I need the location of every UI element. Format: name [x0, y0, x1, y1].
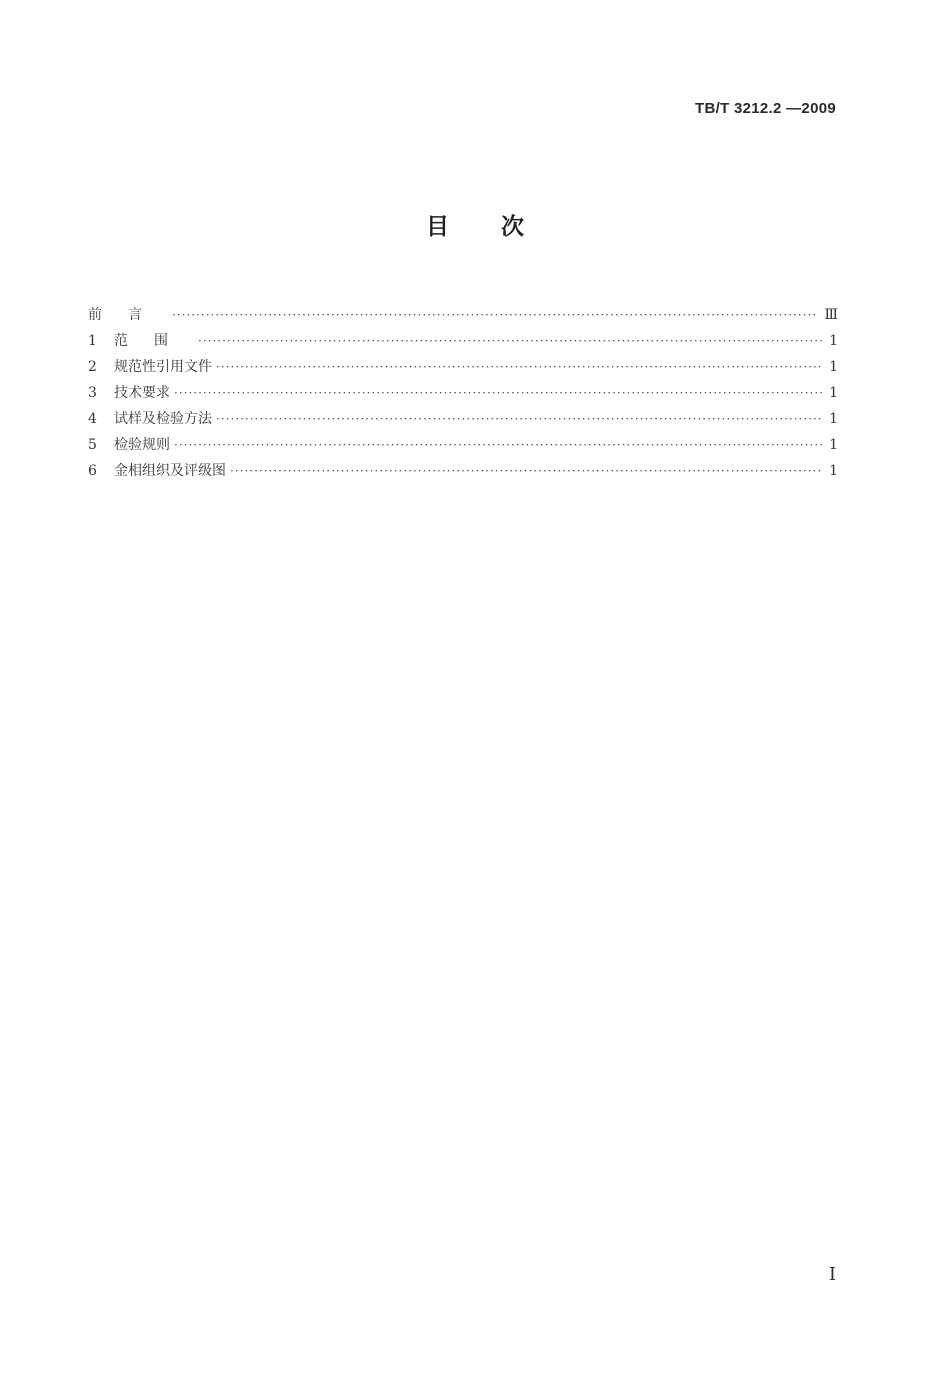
toc-leader-dots	[216, 360, 822, 374]
toc-entry-label: 金相组织及评级图	[114, 463, 226, 479]
toc-leader-dots	[198, 334, 822, 348]
toc-entry-test-methods[interactable]	[88, 408, 838, 434]
toc-leader-dots	[216, 412, 822, 426]
toc-leader-dots	[172, 308, 818, 322]
table-of-contents	[88, 304, 838, 486]
toc-entry-number: 1	[88, 333, 97, 349]
toc-entry-foreword[interactable]	[88, 304, 838, 330]
toc-entry-page: Ⅲ	[824, 307, 838, 323]
toc-entry-label: 规范性引用文件	[114, 359, 212, 375]
toc-entry-number: 2	[88, 359, 97, 375]
toc-entry-page: 1	[829, 359, 838, 375]
page-title: 目次	[426, 214, 576, 240]
toc-entry-technical-requirements[interactable]	[88, 382, 838, 408]
toc-entry-number: 5	[88, 437, 97, 453]
toc-entry-label: 技术要求	[114, 385, 170, 401]
toc-entry-scope[interactable]	[88, 330, 838, 356]
toc-entry-label: 前言	[88, 307, 168, 323]
toc-leader-dots	[230, 464, 822, 478]
toc-leader-dots	[174, 438, 822, 452]
toc-entry-normative-references[interactable]	[88, 356, 838, 382]
toc-entry-page: 1	[829, 411, 838, 427]
toc-entry-label: 检验规则	[114, 437, 170, 453]
toc-entry-number: 3	[88, 385, 97, 401]
toc-entry-page: 1	[829, 463, 838, 479]
toc-entry-label: 范围	[114, 333, 194, 349]
page-number: Ⅰ	[828, 1264, 836, 1284]
toc-entry-number: 6	[88, 463, 97, 479]
toc-entry-page: 1	[829, 333, 838, 349]
toc-entry-inspection-rules[interactable]	[88, 434, 838, 460]
toc-entry-page: 1	[829, 385, 838, 401]
standard-code: TB/T 3212.2 —2009	[694, 100, 836, 117]
toc-leader-dots	[174, 386, 822, 400]
toc-entry-label: 试样及检验方法	[114, 411, 212, 427]
toc-entry-metallographic-charts[interactable]	[88, 460, 838, 486]
toc-entry-number: 4	[88, 411, 97, 427]
toc-entry-page: 1	[829, 437, 838, 453]
